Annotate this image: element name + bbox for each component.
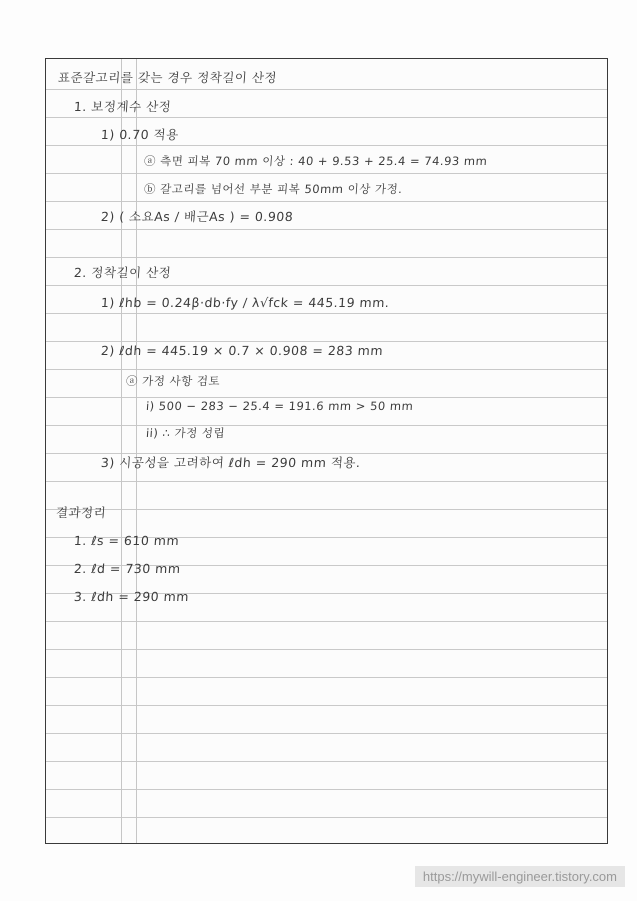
ruled-line [46, 173, 607, 174]
ruled-line [46, 397, 607, 398]
margin-line-left [121, 59, 122, 843]
section-2-item-2b: i) 500 − 283 − 25.4 = 191.6 mm > 50 mm [145, 399, 414, 413]
notebook-page [45, 58, 608, 844]
ruled-line [46, 677, 607, 678]
section-3-heading: 결과정리 [55, 505, 107, 520]
ruled-line [46, 201, 607, 202]
ruled-line [46, 789, 607, 790]
ruled-line [46, 733, 607, 734]
watermark: https://mywill-engineer.tistory.com [415, 866, 625, 887]
result-1: 1. ℓs = 610 mm [73, 533, 180, 548]
result-2: 2. ℓd = 730 mm [73, 561, 182, 576]
section-1-item-1: 1) 0.70 적용 [100, 127, 180, 142]
section-2-item-2: 2) ℓdh = 445.19 × 0.7 × 0.908 = 283 mm [100, 343, 384, 358]
ruled-line [46, 257, 607, 258]
page-title: 표준갈고리를 갖는 경우 정착길이 산정 [57, 70, 278, 85]
section-2-item-1: 1) ℓhb = 0.24β·db·fy / λ√fck = 445.19 mm. [100, 295, 390, 310]
ruled-line [46, 145, 607, 146]
section-1-item-1b: ⓑ 갈고리를 넘어선 부분 피복 50mm 이상 가정. [143, 182, 403, 196]
ruled-line [46, 621, 607, 622]
ruled-line [46, 705, 607, 706]
section-2-item-2c: ii) ∴ 가정 성립 [145, 426, 226, 440]
section-1-heading: 1. 보정계수 산정 [73, 99, 172, 114]
ruled-line [46, 761, 607, 762]
ruled-line [46, 425, 607, 426]
margin-line-right [136, 59, 137, 843]
section-2-item-3: 3) 시공성을 고려하여 ℓdh = 290 mm 적용. [100, 455, 362, 470]
section-2-heading: 2. 정착길이 산정 [73, 265, 172, 280]
ruled-line [46, 509, 607, 510]
ruled-line [46, 229, 607, 230]
ruled-line [46, 649, 607, 650]
ruled-line [46, 285, 607, 286]
ruled-line [46, 89, 607, 90]
ruled-line [46, 313, 607, 314]
section-1-item-1a: ⓐ 측면 피복 70 mm 이상 : 40 + 9.53 + 25.4 = 74.93 mm [143, 154, 488, 168]
ruled-line [46, 117, 607, 118]
result-3: 3. ℓdh = 290 mm [73, 589, 190, 604]
ruled-line [46, 481, 607, 482]
ruled-line [46, 817, 607, 818]
section-2-item-2a: ⓐ 가정 사항 검토 [125, 374, 221, 388]
section-1-item-2: 2) ( 소요As / 배근As ) = 0.908 [100, 209, 294, 224]
ruled-line [46, 341, 607, 342]
ruled-line [46, 369, 607, 370]
